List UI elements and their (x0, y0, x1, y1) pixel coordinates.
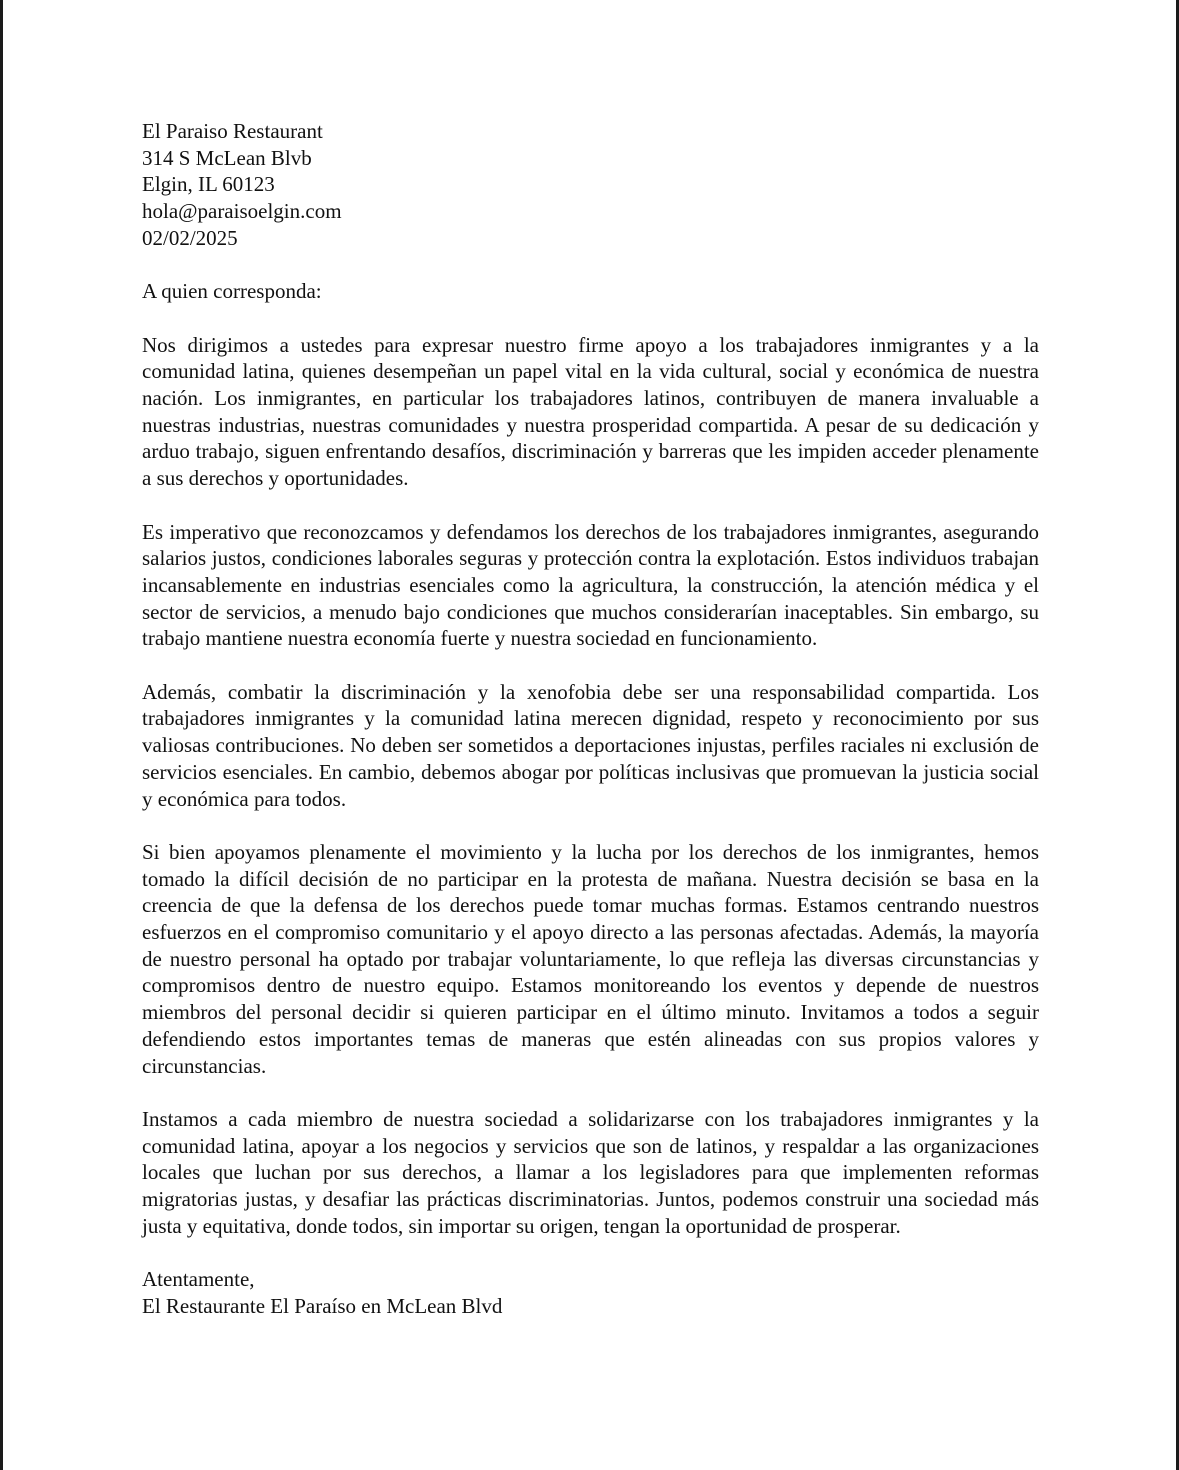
signature: El Restaurante El Paraíso en McLean Blvd (142, 1293, 503, 1318)
sender-city: Elgin, IL 60123 (142, 172, 275, 197)
letter-date: 02/02/2025 (142, 225, 238, 250)
sender-name: El Paraiso Restaurant (142, 119, 323, 143)
body-paragraph-1: Nos dirigimos a ustedes para expresar nuestro firme apoyo a los trabajadores inmigrantes y a la comunidad latina, quienes desempeñan un papel vital en la vida cultural, social y económica de nuestra nación. Los inmigrantes, en particular los trabajadores latinos, contribuyen de manera invaluable a nuestras industrias, nuestras comunidades y nuestra prosperidad compartida. A pesar de su dedicación y arduo trabajo, siguen enfrentando desafíos, discriminación y barreras que les impiden acceder plenamente a sus derechos y oportunidades. (142, 332, 1039, 491)
body-paragraph-4: Si bien apoyamos plenamente el movimiento y la lucha por los derechos de los inmigrantes, hemos tomado la difícil decisión de no participar en la protesta de mañana. Nuestra decisión se basa en la creencia de que la defensa de los derechos puede tomar muchas formas. Estamos centrando nuestros esfuerzos en el compromiso comunitario y el apoyo directo a las personas afectadas. Además, la mayoría de nuestro personal ha optado por trabajar voluntariamente, lo que refleja las diversas circunstancias y compromisos dentro de nuestro equipo. Estamos monitoreando los eventos y depende de nuestros miembros del personal decidir si quieren participar en el último minuto. Invitamos a todos a seguir defendiendo estos importantes temas de maneras que estén alineadas con sus propios valores y circunstancias. (142, 839, 1039, 1078)
sender-address-block (142, 118, 1039, 252)
salutation: A quien corresponda: (142, 279, 322, 304)
body-paragraph-2: Es imperativo que reconozcamos y defendamos los derechos de los trabajadores inmigrantes, asegurando salarios justos, condiciones laborales seguras y protección contra la explotación. Estos individuos trabajan incansablemente en industrias esenciales como la agricultura, la construcción, la atención médica y el sector de servicios, a menudo bajo condiciones que muchos considerarían inaceptables. Sin embargo, su trabajo mantiene nuestra economía fuerte y nuestra sociedad en funcionamiento. (142, 519, 1039, 651)
closing-block (142, 1266, 1039, 1319)
sender-email: hola@paraisoelgin.com (142, 199, 342, 224)
letter-document (142, 118, 1039, 1320)
valediction: Atentamente, (142, 1267, 255, 1292)
page-edge-left (0, 0, 3, 1470)
body-paragraph-5: Instamos a cada miembro de nuestra sociedad a solidarizarse con los trabajadores inmigrantes y la comunidad latina, apoyar a los negocios y servicios que son de latinos, y respaldar a las organizaciones locales que luchan por sus derechos, a llamar a los legisladores para que implementen reformas migratorias justas, y desafiar las prácticas discriminatorias. Juntos, podemos construir una sociedad más justa y equitativa, donde todos, sin importar su origen, tengan la oportunidad de prosperar. (142, 1106, 1039, 1238)
body-paragraph-3: Además, combatir la discriminación y la xenofobia debe ser una responsabilidad compartida. Los trabajadores inmigrantes y la comunidad latina merecen dignidad, respeto y reconocimiento por sus valiosas contribuciones. No deben ser sometidos a deportaciones injustas, perfiles raciales ni exclusión de servicios esenciales. En cambio, debemos abogar por políticas inclusivas que promuevan la justicia social y económica para todos. (142, 679, 1039, 811)
sender-street: 314 S McLean Blvb (142, 145, 312, 170)
